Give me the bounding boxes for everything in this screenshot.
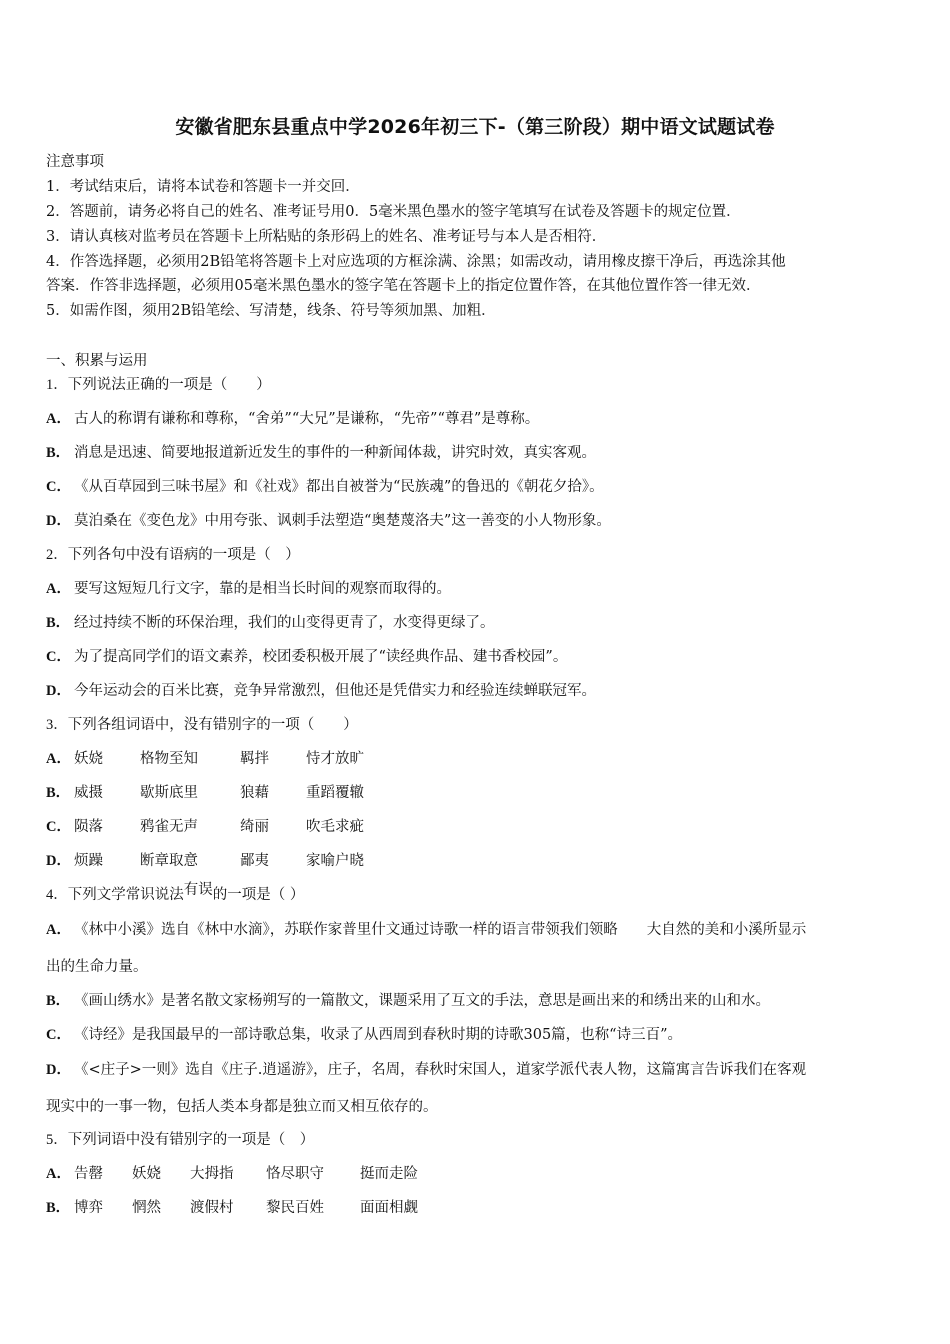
- option-word: 惘然: [132, 1200, 161, 1216]
- question-number: 1．: [46, 377, 68, 393]
- option-text: 今年运动会的百米比赛，竞争异常激烈，但他还是凭借实力和经验连续蝉联冠军。: [74, 683, 596, 699]
- q1-option-b: [46, 443, 910, 463]
- option-text: 《画山绣水》是著名散文家杨朔写的一篇散文，课题采用了互文的手法，意思是画出来的和绣出来的山和水。: [74, 993, 770, 1009]
- question-5-stem: [46, 1130, 910, 1150]
- question-number: 4．: [46, 887, 68, 903]
- option-letter: C．: [46, 819, 71, 835]
- notice-item: 答案．作答非选择题，必须用05毫米黑色墨水的签字笔在答题卡上的指定位置作答，在其他位置作答一律无效．: [46, 278, 761, 294]
- option-letter: A．: [46, 411, 71, 427]
- notice-item: 2．答题前，请务必将自己的姓名、准考证号用0．5毫米黑色墨水的签字笔填写在试卷及答题卡的规定位置．: [46, 204, 741, 220]
- option-word: 陨落: [74, 819, 103, 835]
- option-letter: B．: [46, 615, 71, 631]
- question-number: 5．: [46, 1132, 68, 1148]
- option-word: 鄙夷: [240, 853, 269, 869]
- q3-option-d: [46, 851, 910, 871]
- option-word: 家喻户晓: [306, 853, 364, 869]
- q4-option-b: [46, 991, 910, 1011]
- option-letter: A．: [46, 751, 71, 767]
- question-text: 下列文学常识说法: [67, 887, 184, 903]
- option-word: 歇斯底里: [140, 785, 198, 801]
- option-word: 格物至知: [140, 751, 198, 767]
- notice-item: 5．如需作图，须用2B铅笔绘、写清楚，线条、符号等须加黑、加粗．: [46, 303, 496, 319]
- question-text: 的一项是（ ）: [212, 887, 305, 903]
- option-word: 挺而走险: [360, 1166, 418, 1182]
- q2-option-b: [46, 613, 910, 633]
- q1-option-d: [46, 511, 910, 531]
- question-text: 下列说法正确的一项是（ ）: [67, 377, 271, 393]
- option-text: 《林中小溪》选自《林中水滴》，苏联作家普里什文通过诗歌一样的语言带领我们领略 大自然的美和小溪所显示: [74, 922, 807, 938]
- q4-option-a: [46, 920, 910, 940]
- option-word: 烦躁: [74, 853, 103, 869]
- q5-option-b: [46, 1198, 910, 1218]
- q4-option-d: [46, 1060, 910, 1080]
- option-text: 《<庄子>一则》选自《庄子.逍遥游》，庄子，名周，春秋时宋国人，道家学派代表人物，这篇寓言告诉我们在客观: [74, 1062, 807, 1078]
- option-text: 《从百草园到三味书屋》和《社戏》都出自被誉为“民族魂”的鲁迅的《朝花夕拾》。: [74, 479, 604, 495]
- option-letter: A．: [46, 581, 71, 597]
- section-heading: 一、积累与运用: [46, 353, 148, 369]
- option-letter: B．: [46, 1200, 71, 1216]
- option-text: 消息是迅速、简要地报道新近发生的事件的一种新闻体裁，讲究时效，真实客观。: [74, 445, 596, 461]
- option-word: 羁拌: [240, 751, 269, 767]
- question-number: 3．: [46, 717, 68, 733]
- option-text: 经过持续不断的环保治理，我们的山变得更青了，水变得更绿了。: [74, 615, 495, 631]
- notice-heading: 注意事项: [46, 154, 104, 170]
- option-word: 断章取意: [140, 853, 198, 869]
- option-word: 告罄: [74, 1166, 103, 1182]
- q1-option-c: [46, 477, 910, 497]
- option-word: 妖娆: [132, 1166, 161, 1182]
- option-text: 莫泊桑在《变色龙》中用夸张、讽刺手法塑造“奥楚蔑洛夫”这一善变的小人物形象。: [74, 513, 611, 529]
- option-letter: A．: [46, 922, 71, 938]
- option-letter: C．: [46, 1027, 71, 1043]
- option-word: 博弈: [74, 1200, 103, 1216]
- option-word: 黎民百姓: [266, 1200, 324, 1216]
- q3-option-b: [46, 783, 910, 803]
- q1-option-a: [46, 409, 910, 429]
- q4-option-a-cont: 出的生命力量。: [46, 959, 148, 975]
- option-text: 古人的称谓有谦称和尊称，“舍弟”“大兄”是谦称，“先帝”“尊君”是尊称。: [74, 411, 540, 427]
- question-2-stem: [46, 545, 910, 565]
- option-text: 《诗经》是我国最早的一部诗歌总集，收录了从西周到春秋时期的诗歌305篇，也称“诗三百”。: [74, 1027, 682, 1043]
- question-text: 下列各句中没有语病的一项是（ ）: [67, 547, 300, 563]
- question-1-stem: [46, 375, 910, 395]
- option-letter: C．: [46, 479, 71, 495]
- option-word: 重蹈覆辙: [306, 785, 364, 801]
- option-word: 渡假村: [190, 1200, 234, 1216]
- q3-option-c: [46, 817, 910, 837]
- option-letter: D．: [46, 513, 71, 529]
- question-text: 下列各组词语中，没有错别字的一项（ ）: [67, 717, 358, 733]
- q3-option-a: [46, 749, 910, 769]
- option-word: 恃才放旷: [306, 751, 364, 767]
- option-letter: B．: [46, 445, 71, 461]
- option-word: 恪尽职守: [266, 1166, 324, 1182]
- question-number: 2．: [46, 547, 68, 563]
- q4-option-d-cont: 现实中的一事一物，包括人类本身都是独立而又相互依存的。: [46, 1099, 438, 1115]
- option-word: 大拇指: [190, 1166, 234, 1182]
- option-word: 面面相觑: [360, 1200, 418, 1216]
- option-word: 鸦雀无声: [140, 819, 198, 835]
- option-letter: D．: [46, 1062, 71, 1078]
- option-letter: A．: [46, 1166, 71, 1182]
- q4-option-c: [46, 1025, 910, 1045]
- question-emphasis: 有误: [183, 882, 213, 898]
- q5-option-a: [46, 1164, 910, 1184]
- option-letter: B．: [46, 993, 71, 1009]
- notice-item: 1．考试结束后，请将本试卷和答题卡一并交回．: [46, 179, 360, 195]
- question-text: 下列词语中没有错别字的一项是（ ）: [67, 1132, 315, 1148]
- option-letter: C．: [46, 649, 71, 665]
- notice-item: 3．请认真核对监考员在答题卡上所粘贴的条形码上的姓名、准考证号与本人是否相符．: [46, 229, 607, 245]
- question-3-stem: [46, 715, 910, 735]
- option-letter: D．: [46, 853, 71, 869]
- option-letter: B．: [46, 785, 71, 801]
- option-word: 吹毛求疵: [306, 819, 364, 835]
- option-word: 威摄: [74, 785, 103, 801]
- q2-option-c: [46, 647, 910, 667]
- exam-title: 安徽省肥东县重点中学2026年初三下-（第三阶段）期中语文试题试卷: [175, 116, 775, 138]
- notice-item: 4．作答选择题，必须用2B铅笔将答题卡上对应选项的方框涂满、涂黑；如需改动，请用橡皮擦干净后，再选涂其他: [46, 254, 786, 270]
- question-4-stem: [46, 882, 910, 905]
- option-word: 绮丽: [240, 819, 269, 835]
- q2-option-a: [46, 579, 910, 599]
- option-letter: D．: [46, 683, 71, 699]
- option-text: 要写这短短几行文字，靠的是相当长时间的观察而取得的。: [74, 581, 451, 597]
- q2-option-d: [46, 681, 910, 701]
- option-word: 妖娆: [74, 751, 103, 767]
- option-word: 狼藉: [240, 785, 269, 801]
- option-text: 为了提高同学们的语文素养，校团委积极开展了“读经典作品、建书香校园”。: [74, 649, 568, 665]
